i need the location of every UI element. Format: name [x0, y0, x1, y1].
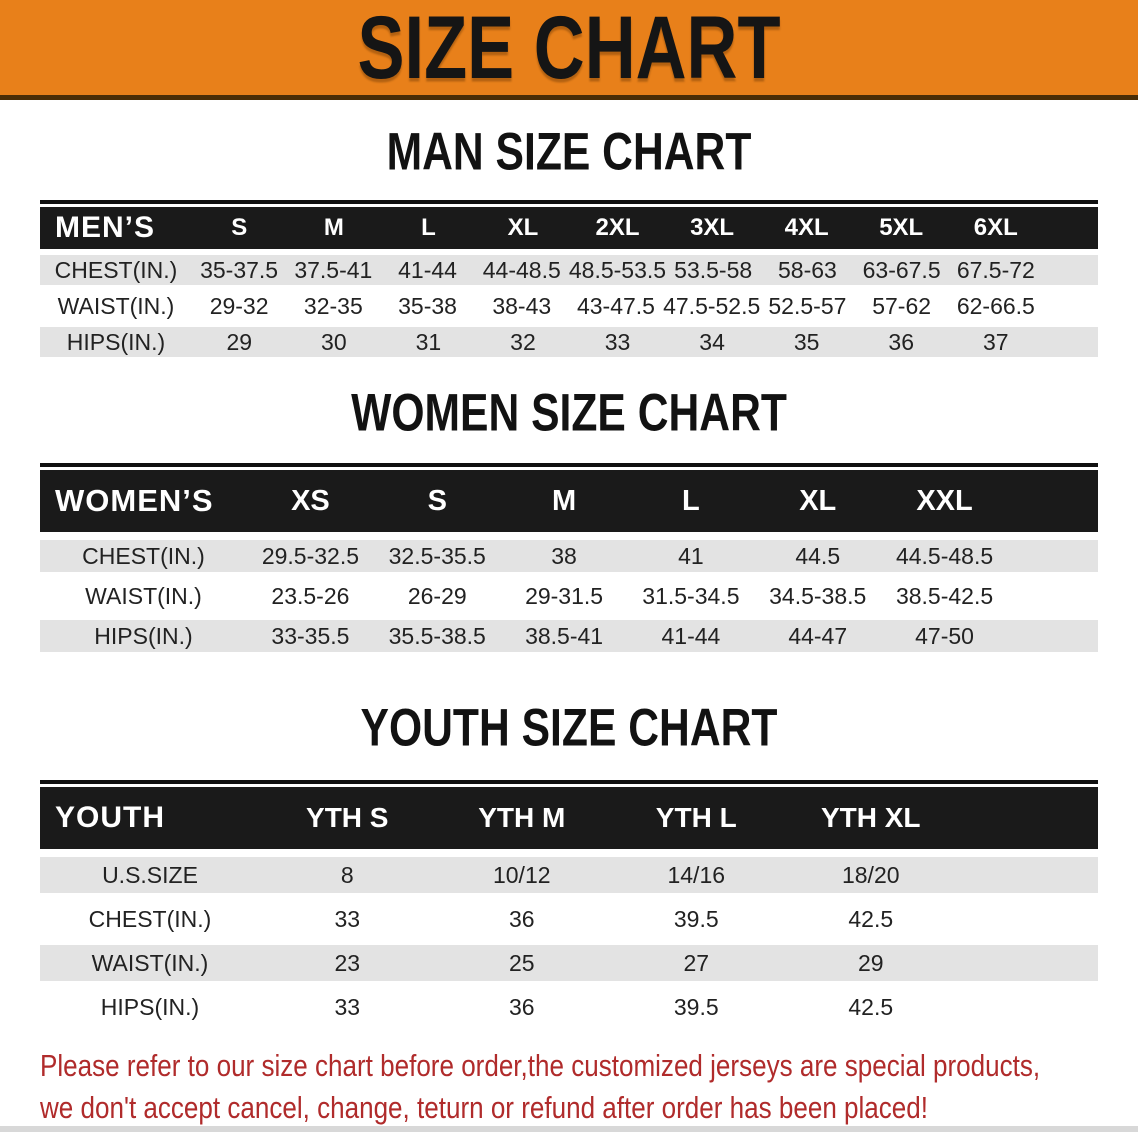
cell-value: 48.5-53.5	[568, 256, 667, 283]
cell-value: 39.5	[673, 905, 719, 932]
women-section-heading: WOMEN SIZE CHART	[351, 383, 787, 443]
row-label: WAIST(IN.)	[57, 292, 175, 319]
column-header: YTH XL	[820, 802, 921, 833]
cell-value: 32.5-35.5	[388, 542, 486, 569]
table-row	[40, 540, 1098, 572]
cell-value: 23	[334, 949, 361, 976]
men-section-heading: MAN SIZE CHART	[386, 122, 752, 182]
cell-value: 38-43	[492, 292, 552, 319]
table-row	[40, 291, 1098, 321]
cell-value: 33	[334, 993, 361, 1020]
cell-value: 42.5	[848, 993, 894, 1020]
row-label: HIPS(IN.)	[66, 328, 166, 355]
table-row	[40, 857, 1098, 893]
cell-value: 8	[340, 861, 354, 888]
cell-value: 27	[683, 949, 710, 976]
cell-value: 35-38	[398, 292, 457, 319]
cell-value: 38.5-42.5	[895, 582, 994, 609]
column-header: 3XL	[690, 214, 735, 241]
table-header-bar	[40, 207, 1098, 249]
cell-value: 14/16	[667, 861, 726, 888]
cell-value: 30	[321, 328, 347, 355]
column-header: S	[427, 484, 447, 517]
row-label: CHEST(IN.)	[54, 256, 178, 283]
cell-value: 44-48.5	[482, 256, 561, 283]
cell-value: 38.5-41	[525, 622, 604, 649]
table-row	[40, 901, 1098, 937]
row-label: HIPS(IN.)	[100, 993, 200, 1020]
youth-section-heading: YOUTH SIZE CHART	[360, 698, 778, 758]
table-header-label: MEN’S	[55, 211, 156, 244]
column-header: L	[682, 484, 700, 517]
column-header: XXL	[916, 484, 973, 517]
table-header-label: YOUTH	[55, 801, 165, 834]
cell-value: 37.5-41	[294, 256, 373, 283]
cell-value: 32	[510, 328, 536, 355]
column-header: S	[231, 214, 248, 241]
column-header: YTH S	[306, 802, 389, 833]
row-label: U.S.SIZE	[102, 861, 198, 888]
cell-value: 47-50	[915, 622, 974, 649]
cell-value: 33-35.5	[271, 622, 350, 649]
cell-value: 47.5-52.5	[663, 292, 761, 319]
women-size-table	[40, 463, 1098, 652]
cell-value: 18/20	[841, 861, 900, 888]
cell-value: 44.5	[795, 542, 841, 569]
cell-value: 39.5	[673, 993, 719, 1020]
bottom-edge-strip	[0, 1126, 1138, 1132]
cell-value: 35.5-38.5	[388, 622, 486, 649]
cell-value: 53.5-58	[674, 256, 753, 283]
cell-value: 36	[508, 993, 535, 1020]
table-header-label: WOMEN’S	[55, 483, 214, 518]
cell-value: 29-31.5	[525, 582, 604, 609]
cell-value: 62-66.5	[956, 292, 1035, 319]
disclaimer-note	[40, 1045, 1138, 1129]
cell-value: 29-32	[209, 292, 269, 319]
cell-value: 32-35	[303, 292, 363, 319]
cell-value: 34.5-38.5	[769, 582, 867, 609]
table-row	[40, 255, 1098, 285]
men-size-table	[40, 200, 1098, 357]
row-label: WAIST(IN.)	[85, 582, 202, 609]
cell-value: 10/12	[492, 861, 551, 888]
row-label: HIPS(IN.)	[94, 622, 193, 649]
row-label: CHEST(IN.)	[82, 542, 205, 569]
row-label: CHEST(IN.)	[88, 905, 212, 932]
cell-value: 23.5-26	[271, 582, 350, 609]
table-row	[40, 989, 1098, 1025]
cell-value: 36	[888, 328, 915, 355]
cell-value: 31	[415, 328, 442, 355]
column-header: 2XL	[595, 214, 640, 241]
cell-value: 37	[982, 328, 1009, 355]
table-header-bar	[40, 787, 1098, 849]
men-size-section	[0, 122, 1138, 357]
banner	[0, 0, 1138, 100]
cell-value: 41	[678, 542, 704, 569]
cell-value: 38	[551, 542, 577, 569]
cell-value: 58-63	[777, 256, 837, 283]
cell-value: 44.5-48.5	[895, 542, 994, 569]
cell-value: 25	[508, 949, 535, 976]
cell-value: 34	[699, 328, 725, 355]
cell-value: 67.5-72	[956, 256, 1035, 283]
column-header: XS	[291, 484, 330, 517]
table-row	[40, 620, 1098, 652]
cell-value: 29	[857, 949, 884, 976]
table-row	[40, 327, 1098, 357]
cell-value: 42.5	[848, 905, 894, 932]
cell-value: 31.5-34.5	[642, 582, 740, 609]
cell-value: 29.5-32.5	[261, 542, 360, 569]
cell-value: 57-62	[872, 292, 932, 319]
table-row	[40, 580, 1098, 612]
row-label: WAIST(IN.)	[91, 949, 209, 976]
cell-value: 43-47.5	[576, 292, 655, 319]
column-header: 4XL	[784, 214, 829, 241]
column-header: YTH L	[655, 802, 737, 833]
column-header: XL	[799, 484, 837, 517]
cell-value: 52.5-57	[768, 292, 847, 319]
cell-value: 35	[793, 328, 820, 355]
cell-value: 44-47	[788, 622, 848, 649]
disclaimer-line-1: Please refer to our size chart before order,the customized jerseys are special products,	[40, 1048, 1041, 1083]
column-header: XL	[507, 214, 539, 241]
cell-value: 33	[604, 328, 631, 355]
column-header: YTH M	[478, 802, 566, 833]
column-header: 6XL	[973, 214, 1018, 241]
cell-value: 33	[334, 905, 361, 932]
cell-value: 29	[226, 328, 253, 355]
women-size-section	[0, 383, 1138, 652]
table-header-bar	[40, 470, 1098, 532]
cell-value: 36	[508, 905, 535, 932]
table-row	[40, 945, 1098, 981]
column-header: M	[551, 484, 577, 517]
column-header: 5XL	[879, 214, 924, 241]
disclaimer-line-2: we don't accept cancel, change, teturn or refund after order has been placed!	[40, 1090, 929, 1125]
cell-value: 63-67.5	[862, 256, 941, 283]
column-header: M	[323, 214, 344, 241]
cell-value: 41-44	[661, 622, 721, 649]
column-header: L	[421, 214, 436, 241]
youth-size-table	[40, 780, 1098, 1025]
youth-size-section	[0, 698, 1138, 1025]
cell-value: 41-44	[398, 256, 457, 283]
cell-value: 26-29	[407, 582, 467, 609]
banner-title: SIZE CHART	[357, 0, 781, 98]
cell-value: 35-37.5	[200, 256, 279, 283]
